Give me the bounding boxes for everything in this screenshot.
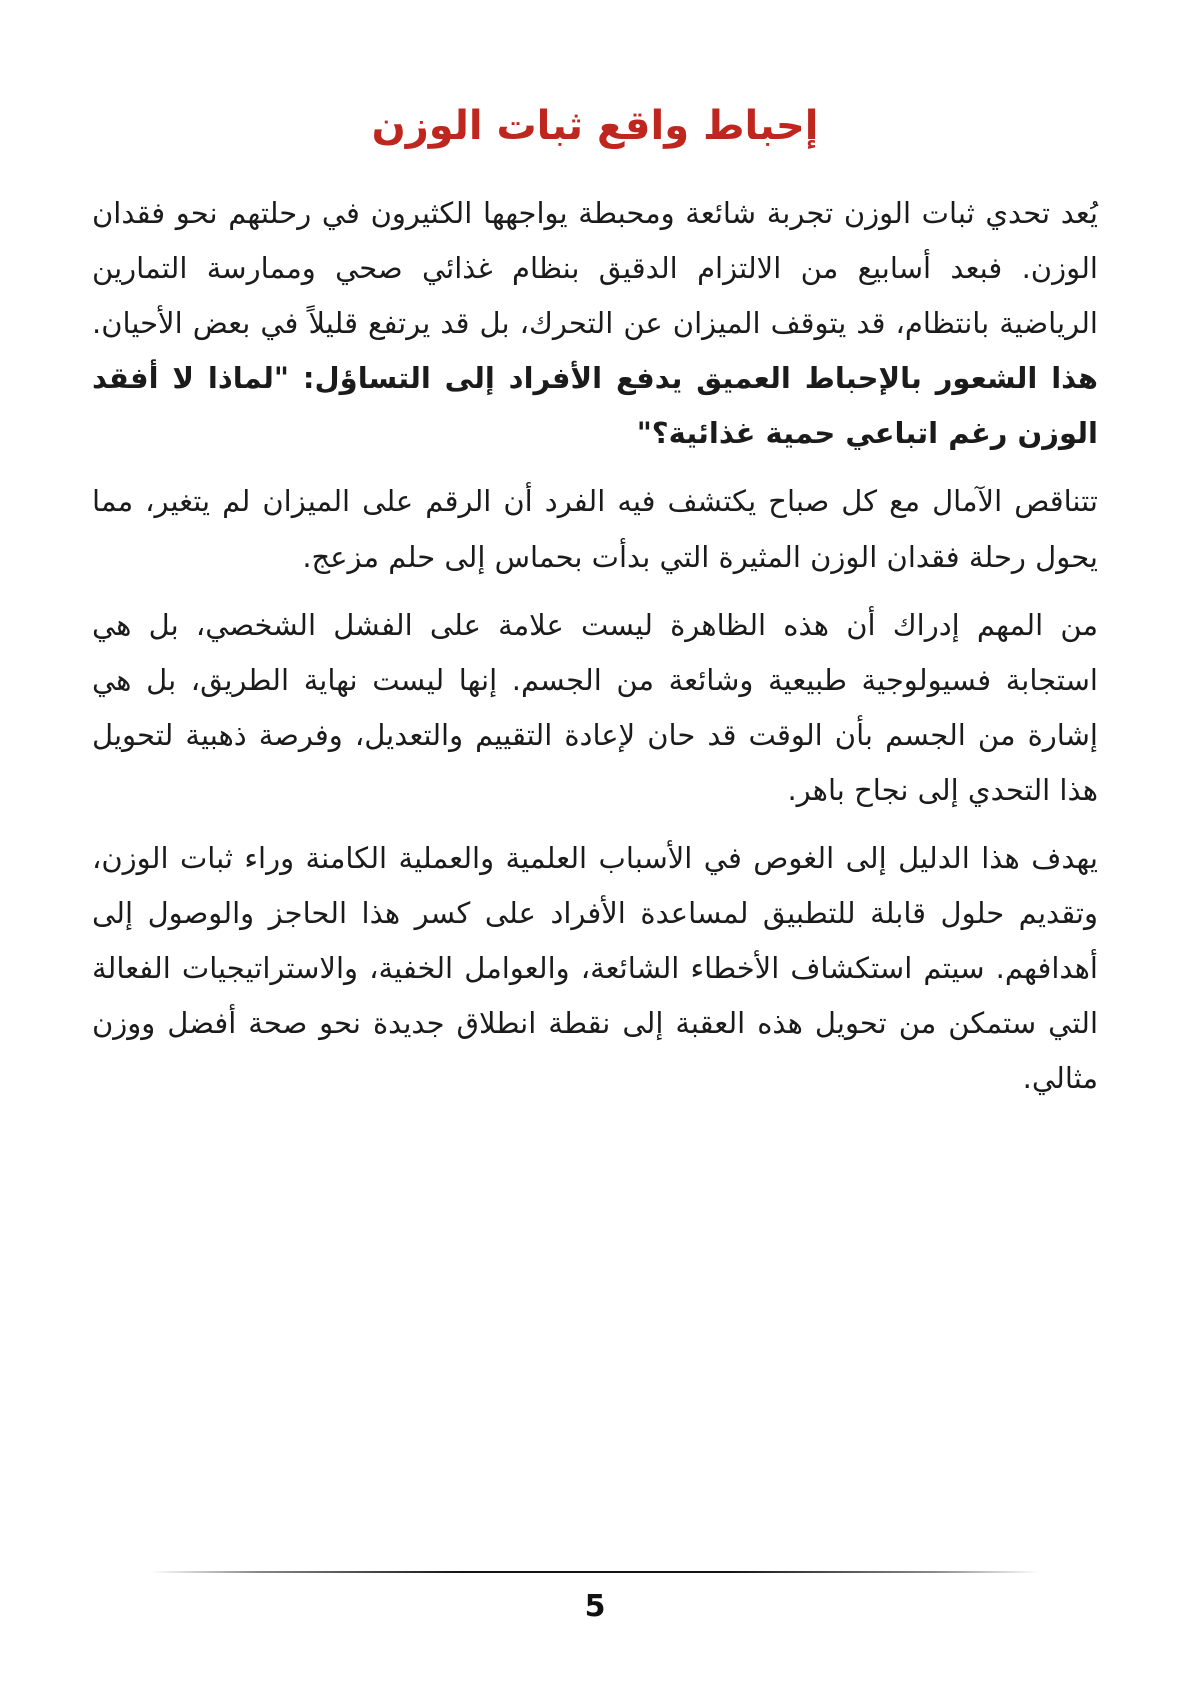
paragraph-1-bold-text: هذا الشعور بالإحباط العميق يدفع الأفراد إلى التساؤل: "لماذا لا أفقد الوزن رغم اتباعي حمية غذائية؟": [92, 361, 1098, 451]
paragraph-4: [92, 831, 1098, 1106]
body-text: [92, 186, 1098, 1107]
paragraph-3: [92, 598, 1098, 818]
page-footer: [0, 1571, 1190, 1683]
paragraph-3-text: من المهم إدراك أن هذه الظاهرة ليست علامة على الفشل الشخصي، بل هي استجابة فسيولوجية طبيعية وشائعة من الجسم. إنها ليست نهاية الطريق، بل هي إشارة من الجسم بأن الوقت قد حان لإعادة التقييم والتعديل، وفرصة ذهبية لتحويل هذا التحدي إلى نجاح باهر.: [92, 607, 1098, 807]
page-number: 5: [584, 1589, 606, 1624]
paragraph-1-text: يُعد تحدي ثبات الوزن تجربة شائعة ومحبطة يواجهها الكثيرون في رحلتهم نحو فقدان الوزن. فبعد أسابيع من الالتزام الدقيق بنظام غذائي صحي وممارسة التمارين الرياضية بانتظام، قد يتوقف الميزان عن التحرك، بل قد يرتفع قليلاً في بعض الأحيان.: [92, 196, 1098, 341]
paragraph-2: [92, 474, 1098, 584]
paragraph-2-text: تتناقص الآمال مع كل صباح يكتشف فيه الفرد أن الرقم على الميزان لم يتغير، مما يحول رحلة فقدان الوزن المثيرة التي بدأت بحماس إلى حلم مزعج.: [92, 484, 1098, 574]
paragraph-1: [92, 186, 1098, 461]
page-content: [92, 96, 1098, 1120]
paragraph-4-text: يهدف هذا الدليل إلى الغوص في الأسباب العلمية والعملية الكامنة وراء ثبات الوزن، وتقديم حلول قابلة للتطبيق لمساعدة الأفراد على كسر هذا الحاجز والوصول إلى أهدافهم. سيتم استكشاف الأخطاء الشائعة، والعوامل الخفية، والاستراتيجيات الفعالة التي ستمكن من تحويل هذه العقبة إلى نقطة انطلاق جديدة نحو صحة أفضل ووزن مثالي.: [92, 841, 1098, 1096]
footer-divider: [150, 1571, 1040, 1573]
page-title: إحباط واقع ثبات الوزن: [371, 103, 819, 149]
